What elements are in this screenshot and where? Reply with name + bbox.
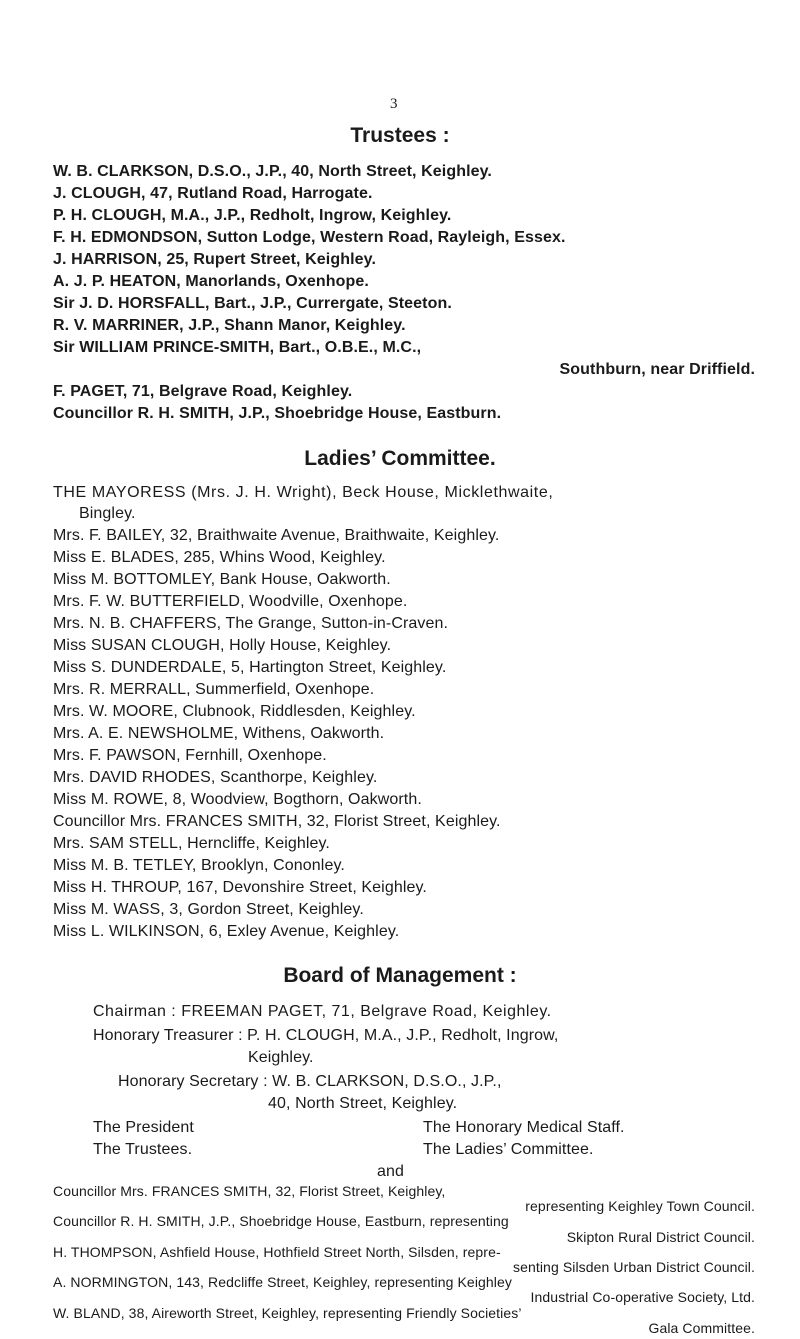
trustee-line: F. H. EDMONDSON, Sutton Lodge, Western Road, Rayleigh, Essex.: [53, 229, 566, 246]
ladies-line: Mrs. F. PAWSON, Fernhill, Oxenhope.: [53, 747, 327, 764]
board-treasurer: Honorary Treasurer : P. H. CLOUGH, M.A., J.P., Redholt, Ingrow,: [93, 1027, 559, 1044]
board-representative: Councillor R. H. SMITH, J.P., Shoebridge House, Eastburn, representing: [53, 1213, 509, 1230]
ladies-line: Miss M. WASS, 3, Gordon Street, Keighley.: [53, 901, 364, 918]
ladies-line: Miss M. ROWE, 8, Woodview, Bogthorn, Oakworth.: [53, 791, 422, 808]
trustee-line: W. B. CLARKSON, D.S.O., J.P., 40, North Street, Keighley.: [53, 163, 492, 180]
ladies-line: Miss E. BLADES, 285, Whins Wood, Keighley.: [53, 549, 386, 566]
board-representative: H. THOMPSON, Ashfield House, Hothfield Street North, Silsden, repre-: [53, 1243, 501, 1260]
board-and: and: [377, 1163, 404, 1180]
ladies-line: THE MAYORESS (Mrs. J. H. Wright), Beck House, Micklethwaite,: [53, 484, 554, 501]
board-secretary-continuation: 40, North Street, Keighley.: [268, 1095, 458, 1112]
board-representative-continuation: Skipton Rural District Council.: [566, 1228, 755, 1245]
ladies-line: Mrs. F. W. BUTTERFIELD, Woodville, Oxenhope.: [53, 593, 408, 610]
ladies-committee-heading: Ladies’ Committee.: [304, 447, 496, 470]
ladies-line: Miss S. DUNDERDALE, 5, Hartington Street, Keighley.: [53, 659, 447, 676]
ladies-line: Councillor Mrs. FRANCES SMITH, 32, Florist Street, Keighley.: [53, 813, 501, 830]
board-representative: Councillor Mrs. FRANCES SMITH, 32, Florist Street, Keighley,: [53, 1183, 446, 1199]
trustee-line: R. V. MARRINER, J.P., Shann Manor, Keighley.: [53, 317, 406, 334]
trustee-line: J. HARRISON, 25, Rupert Street, Keighley.: [53, 251, 376, 268]
board-representative-continuation: Industrial Co-operative Society, Ltd.: [530, 1289, 755, 1306]
board-member: The Trustees.: [93, 1141, 193, 1158]
ladies-line: Miss M. BOTTOMLEY, Bank House, Oakworth.: [53, 571, 391, 588]
board-representative: W. BLAND, 38, Aireworth Street, Keighley, representing Friendly Societies’: [53, 1304, 522, 1321]
board-secretary: Honorary Secretary : W. B. CLARKSON, D.S.O., J.P.,: [118, 1073, 502, 1090]
trustees-heading: Trustees :: [350, 124, 450, 147]
board-member: The President: [93, 1119, 194, 1136]
board-representative-continuation: representing Keighley Town Council.: [525, 1198, 755, 1215]
board-representative-continuation: senting Silsden Urban District Council.: [512, 1259, 755, 1275]
page-number: 3: [390, 96, 398, 112]
ladies-line: Mrs. R. MERRALL, Summerfield, Oxenhope.: [53, 681, 375, 698]
ladies-line: Mrs. SAM STELL, Herncliffe, Keighley.: [53, 835, 330, 852]
trustee-line-continuation: Southburn, near Driffield.: [559, 361, 755, 378]
board-representative-continuation: Gala Committee.: [648, 1319, 755, 1336]
trustee-line: Sir J. D. HORSFALL, Bart., J.P., Currergate, Steeton.: [53, 295, 452, 312]
board-representative: A. NORMINGTON, 143, Redcliffe Street, Keighley, representing Keighley: [53, 1274, 512, 1291]
ladies-line-continuation: Bingley.: [79, 505, 136, 522]
ladies-line: Mrs. F. BAILEY, 32, Braithwaite Avenue, Braithwaite, Keighley.: [53, 527, 500, 544]
ladies-line: Mrs. N. B. CHAFFERS, The Grange, Sutton-in-Craven.: [53, 615, 449, 632]
trustee-line: Councillor R. H. SMITH, J.P., Shoebridge House, Eastburn.: [53, 405, 502, 422]
trustee-line: Sir WILLIAM PRINCE-SMITH, Bart., O.B.E., M.C.,: [53, 339, 422, 356]
ladies-line: Miss SUSAN CLOUGH, Holly House, Keighley.: [53, 637, 392, 654]
trustee-line: P. H. CLOUGH, M.A., J.P., Redholt, Ingrow, Keighley.: [53, 207, 452, 224]
ladies-line: Miss L. WILKINSON, 6, Exley Avenue, Keighley.: [53, 923, 400, 940]
board-member: The Honorary Medical Staff.: [423, 1119, 625, 1136]
board-chairman: Chairman : FREEMAN PAGET, 71, Belgrave Road, Keighley.: [93, 1003, 552, 1020]
ladies-line: Mrs. W. MOORE, Clubnook, Riddlesden, Keighley.: [53, 703, 416, 720]
ladies-line: Miss M. B. TETLEY, Brooklyn, Cononley.: [53, 857, 345, 874]
trustee-line: F. PAGET, 71, Belgrave Road, Keighley.: [53, 383, 353, 400]
trustee-line: J. CLOUGH, 47, Rutland Road, Harrogate.: [53, 185, 373, 202]
ladies-line: Miss H. THROUP, 167, Devonshire Street, Keighley.: [53, 879, 427, 896]
trustee-line: A. J. P. HEATON, Manorlands, Oxenhope.: [53, 273, 369, 290]
board-treasurer-continuation: Keighley.: [248, 1049, 314, 1066]
ladies-line: Mrs. DAVID RHODES, Scanthorpe, Keighley.: [53, 769, 378, 786]
board-heading: Board of Management :: [283, 964, 517, 987]
ladies-line: Mrs. A. E. NEWSHOLME, Withens, Oakworth.: [53, 725, 385, 742]
board-member: The Ladies’ Committee.: [423, 1141, 594, 1158]
